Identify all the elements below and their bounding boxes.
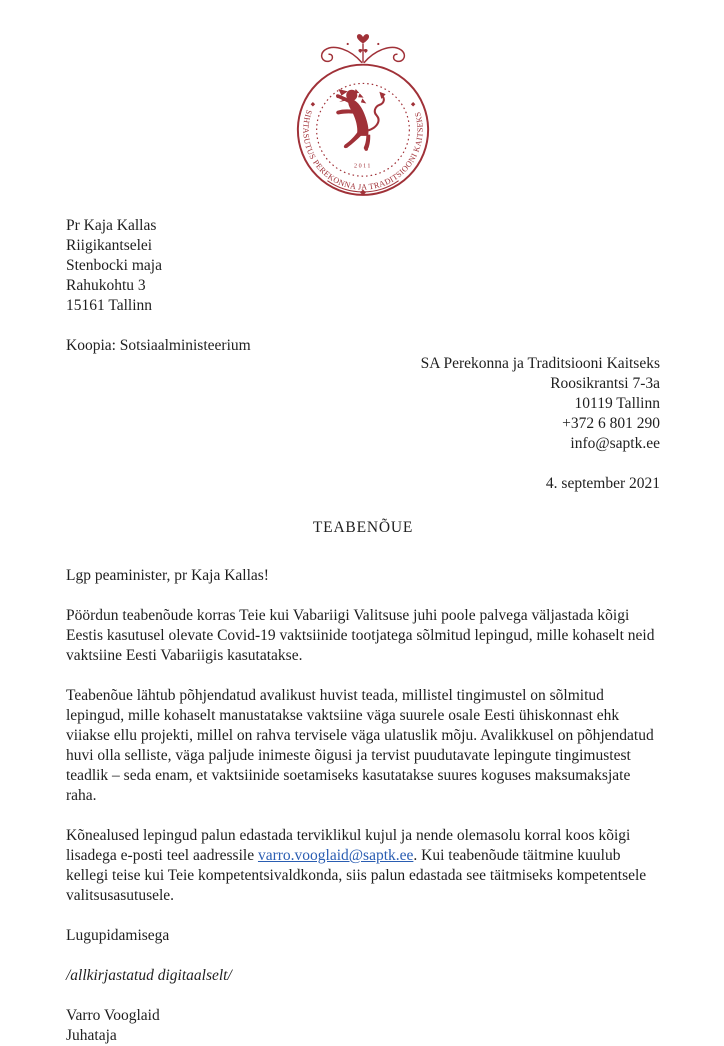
recipient-line: Riigikantselei: [66, 237, 153, 254]
seal-left-diamond-icon: [311, 102, 315, 106]
sender-line: Roosikrantsi 7-3a: [550, 375, 660, 392]
copy-line: Koopia: Sotsiaalministeerium: [66, 337, 251, 354]
recipient-line: Pr Kaja Kallas: [66, 217, 157, 234]
seal-lion-icon: [336, 89, 386, 151]
recipient-line: Rahukohtu 3: [66, 277, 146, 294]
seal-right-diamond-icon: [411, 102, 415, 106]
recipient-line: Stenbocki maja: [66, 257, 162, 274]
email-link[interactable]: varro.vooglaid@saptk.ee: [257, 847, 414, 864]
paragraph-3-text-before: Kõnealused lepingud palun edastada terviklikul kujul ja nende olemasolu korral koos kõigi lisadega e-posti teel aadressile: [66, 827, 631, 864]
signer-role: Juhataja: [66, 1027, 117, 1044]
sender-line: SA Perekonna ja Traditsiooni Kaitseks: [420, 355, 660, 372]
date-line: 4. september 2021: [545, 475, 660, 492]
body-paragraph-2: Teabenõue lähtub põhjendatud avalikust huvist teada, millistel tingimustel on sõlmitud lepingud, mille kohaselt manustatakse vaktsiine väga suurele osale Eesti ühiskonnast ehk viiakse ellu projekti, millel on rahva tervisele väga ulatuslik mõju. Avalikkusel on põhjendatud huvi olla selliste, väga paljude inimeste õigusi ja tervist puudutavate lepingute tingimustest teadlik – seda enam, et vaktsiinide soetamiseks kasutatakse suures koguses maksumaksjate raha.: [66, 687, 654, 804]
closing-regards: Lugupidamisega: [66, 927, 170, 944]
sender-block: [66, 354, 660, 454]
seal-year: 2011: [354, 163, 372, 170]
recipient-block: [66, 216, 660, 316]
sender-line: +372 6 801 290: [562, 415, 660, 432]
signer-name: Varro Vooglaid: [66, 1007, 160, 1024]
recipient-line: 15161 Tallinn: [66, 297, 153, 314]
sender-line: 10119 Tallinn: [574, 395, 660, 412]
seal-ring-text: SIHTASUTUS PEREKONNA JA TRADITSIOONI KAITSEKS: [301, 108, 425, 192]
digitally-signed-note: /allkirjastatud digitaalselt/: [66, 967, 232, 984]
seal-logo-icon: [289, 30, 437, 200]
page-title: TEABENÕUE: [312, 519, 414, 536]
sender-line: info@saptk.ee: [570, 435, 660, 452]
signer-block: [66, 1006, 660, 1046]
seal-flourish-icon: [322, 34, 405, 63]
body-paragraph-1: Pöördun teabenõude korras Teie kui Vabariigi Valitsuse juhi poole palvega väljastada kõigi Eestis kasutusel olevate Covid-19 vaktsiinide tootjatega sõlmitud lepingud, mille kohaselt neid vaktsiine Eesti Vabariigis kasutatakse.: [66, 607, 655, 664]
body-paragraph-3: [66, 826, 660, 906]
organization-seal: [66, 30, 660, 200]
paragraph-3-text-after: . Kui teabenõude täitmine kuulub kellegi teise kui Teie kompetentsivaldkonda, siis palun edastada see täitmiseks kompetentsele valitsusasutusele.: [66, 847, 647, 904]
salutation: Lgp peaminister, pr Kaja Kallas!: [66, 567, 269, 584]
